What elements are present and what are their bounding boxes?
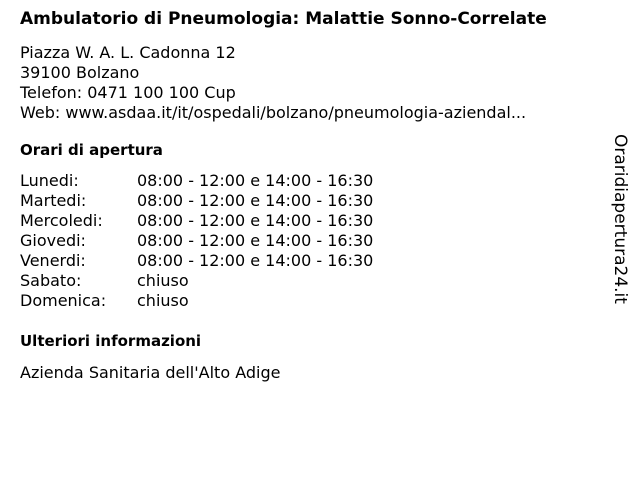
hours-heading: Orari di apertura <box>20 141 163 159</box>
hours-row-giovedi <box>20 231 590 251</box>
hours-day: Mercoledi: <box>20 211 103 230</box>
address-street: Piazza W. A. L. Cadonna 12 <box>20 43 236 62</box>
content <box>20 9 590 383</box>
info-heading: Ulteriori informazioni <box>20 332 202 350</box>
hours-day: Sabato: <box>20 271 82 290</box>
hours-time: chiuso <box>137 271 189 290</box>
site-watermark: Oraridiapertura24.it <box>610 134 630 304</box>
address-phone: Telefon: 0471 100 100 Cup <box>20 83 236 102</box>
hours-row-sabato <box>20 271 590 291</box>
hours-time: 08:00 - 12:00 e 14:00 - 16:30 <box>137 171 374 190</box>
hours-time: 08:00 - 12:00 e 14:00 - 16:30 <box>137 231 374 250</box>
hours-time: 08:00 - 12:00 e 14:00 - 16:30 <box>137 191 374 210</box>
hours-day: Giovedi: <box>20 231 86 250</box>
hours-day: Martedi: <box>20 191 87 210</box>
hours-time: 08:00 - 12:00 e 14:00 - 16:30 <box>137 251 374 270</box>
hours-table <box>20 171 590 311</box>
hours-row-mercoledi <box>20 211 590 231</box>
info-text: Azienda Sanitaria dell'Alto Adige <box>20 363 281 382</box>
hours-day: Venerdi: <box>20 251 86 270</box>
hours-row-domenica <box>20 291 590 311</box>
address-web[interactable]: Web: www.asdaa.it/it/ospedali/bolzano/pneumologia-aziendal... <box>20 103 527 122</box>
address-city: 39100 Bolzano <box>20 63 140 82</box>
hours-row-venerdi <box>20 251 590 271</box>
hours-day: Domenica: <box>20 291 107 310</box>
hours-time: chiuso <box>137 291 189 310</box>
hours-time: 08:00 - 12:00 e 14:00 - 16:30 <box>137 211 374 230</box>
hours-row-martedi <box>20 191 590 211</box>
page-title: Ambulatorio di Pneumologia: Malattie Sonno-Correlate <box>20 9 547 29</box>
hours-row-lunedi <box>20 171 590 191</box>
address-block <box>20 43 590 123</box>
hours-day: Lunedi: <box>20 171 79 190</box>
